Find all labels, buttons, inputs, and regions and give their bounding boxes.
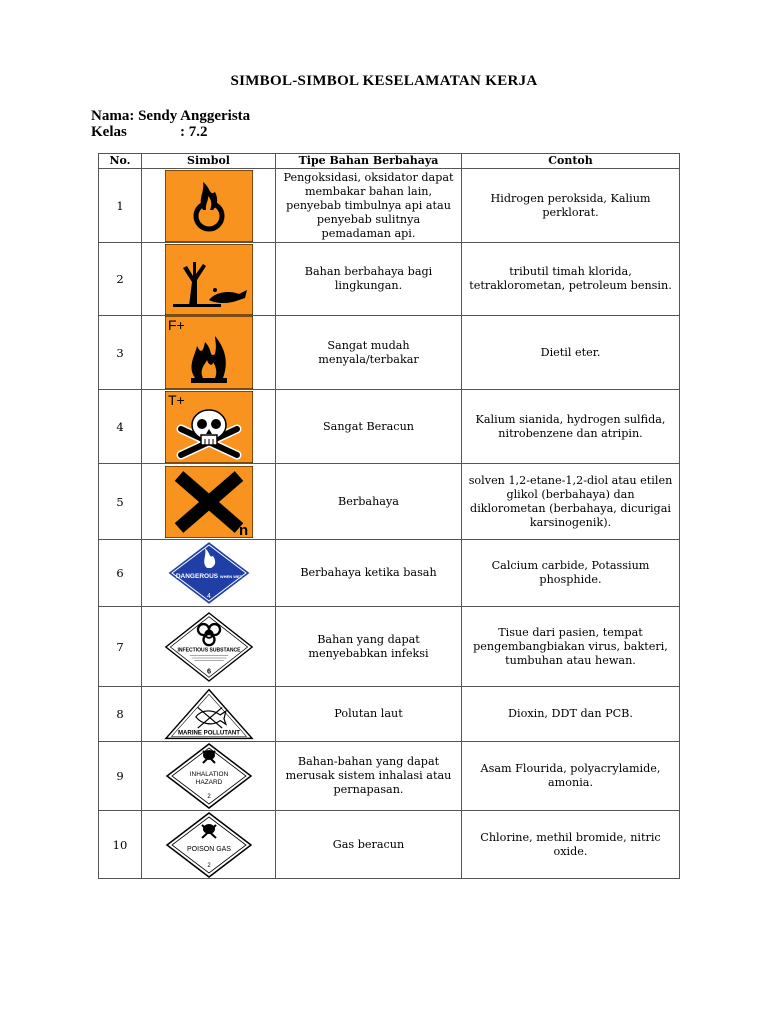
symbol-cell [142, 169, 276, 243]
inhalation-hazard-icon [165, 743, 253, 809]
symbol-cell [142, 540, 276, 607]
type-cell: Gas beracun [276, 811, 462, 879]
example-cell: Chlorine, methil bromide, nitric oxide. [462, 811, 680, 879]
type-cell: Bahan berbahaya bagi lingkungan. [276, 243, 462, 316]
environment-hazard-icon [165, 244, 253, 315]
row-number: 8 [99, 687, 142, 742]
icon-number: 2 [206, 862, 211, 869]
name-value: Sendy Anggerista [138, 108, 251, 124]
oxidizing-icon [165, 170, 253, 242]
icon-text: INFECTIOUS SUBSTANCE [177, 647, 240, 654]
row-number: 4 [99, 390, 142, 464]
icon-text: POISON GAS [186, 845, 231, 853]
table-row [99, 811, 680, 879]
row-number: 6 [99, 540, 142, 607]
extremely-flammable-icon [165, 316, 253, 389]
icon-text-2: WHEN WET [219, 574, 242, 579]
type-cell: Sangat mudah menyala/terbakar [276, 316, 462, 390]
icon-number: 6 [206, 666, 211, 676]
table-row [99, 540, 680, 607]
header-symbol: Simbol [142, 154, 276, 169]
symbol-cell [142, 390, 276, 464]
page-title: SIMBOL-SIMBOL KESELAMATAN KERJA [230, 73, 538, 89]
hazard-table [98, 153, 680, 879]
table-row [99, 390, 680, 464]
symbol-cell [142, 742, 276, 811]
icon-number: 2 [206, 794, 211, 800]
icon-letter: T+ [167, 391, 185, 408]
header-example: Contoh [462, 154, 680, 169]
icon-letter: F+ [167, 317, 185, 333]
table-header-row [99, 154, 680, 169]
symbol-cell [142, 607, 276, 687]
icon-letter: n [238, 521, 248, 538]
row-number: 7 [99, 607, 142, 687]
row-number: 5 [99, 464, 142, 540]
type-cell: Bahan-bahan yang dapat merusak sistem inhalasi atau pernapasan. [276, 742, 462, 811]
type-cell: Pengoksidasi, oksidator dapat membakar bahan lain, penyebab timbulnya api atau penyebab sulitnya pemadaman api. [276, 169, 462, 243]
example-cell: Calcium carbide, Potassium phosphide. [462, 540, 680, 607]
header-type: Tipe Bahan Berbahaya [276, 154, 462, 169]
class-value: : 7.2 [180, 124, 208, 140]
dangerous-when-wet-icon [165, 540, 253, 606]
icon-text: INHALATION [189, 771, 228, 778]
table-row [99, 742, 680, 811]
very-toxic-icon [165, 391, 253, 463]
type-cell: Berbahaya [276, 464, 462, 540]
icon-number: 4 [206, 593, 211, 600]
example-cell: Hidrogen peroksida, Kalium perklorat. [462, 169, 680, 243]
symbol-cell [142, 243, 276, 316]
icon-text-2: HAZARD [195, 779, 222, 786]
svg-text:DANGEROUS WHEN WET [175, 573, 242, 580]
type-cell: Sangat Beracun [276, 390, 462, 464]
student-class [91, 124, 208, 141]
row-number: 10 [99, 811, 142, 879]
row-number: 9 [99, 742, 142, 811]
row-number: 2 [99, 243, 142, 316]
harmful-icon [165, 466, 253, 538]
example-cell: Dioxin, DDT dan PCB. [462, 687, 680, 742]
example-cell: tributil timah klorida, tetraklorometan, petroleum bensin. [462, 243, 680, 316]
class-label: Kelas [91, 124, 127, 140]
table-row [99, 464, 680, 540]
table-row [99, 316, 680, 390]
marine-pollutant-icon [164, 687, 254, 741]
row-number: 3 [99, 316, 142, 390]
symbol-cell [142, 464, 276, 540]
type-cell: Polutan laut [276, 687, 462, 742]
icon-text: DANGEROUS [175, 573, 218, 580]
type-cell: Berbahaya ketika basah [276, 540, 462, 607]
symbol-cell [142, 811, 276, 879]
icon-text: MARINE POLLUTANT [177, 729, 240, 737]
symbol-cell [142, 316, 276, 390]
type-cell: Bahan yang dapat menyebabkan infeksi [276, 607, 462, 687]
table-row [99, 607, 680, 687]
infectious-substance-icon [164, 608, 254, 686]
header-no: No. [99, 154, 142, 169]
poison-gas-icon [165, 812, 253, 878]
example-cell: solven 1,2-etane-1,2-diol atau etilen glikol (berbahaya) dan diklorometan (berbahaya, dicurigai karsinogenik). [462, 464, 680, 540]
student-name [91, 108, 250, 125]
symbol-cell [142, 687, 276, 742]
example-cell: Tisue dari pasien, tempat pengembangbiakan virus, bakteri, tumbuhan atau hewan. [462, 607, 680, 687]
row-number: 1 [99, 169, 142, 243]
name-label: Nama: [91, 108, 135, 124]
table-row [99, 169, 680, 243]
table-row [99, 243, 680, 316]
example-cell: Kalium sianida, hydrogen sulfida, nitrobenzene dan atripin. [462, 390, 680, 464]
table-row [99, 687, 680, 742]
example-cell: Dietil eter. [462, 316, 680, 390]
example-cell: Asam Flourida, polyacrylamide, amonia. [462, 742, 680, 811]
